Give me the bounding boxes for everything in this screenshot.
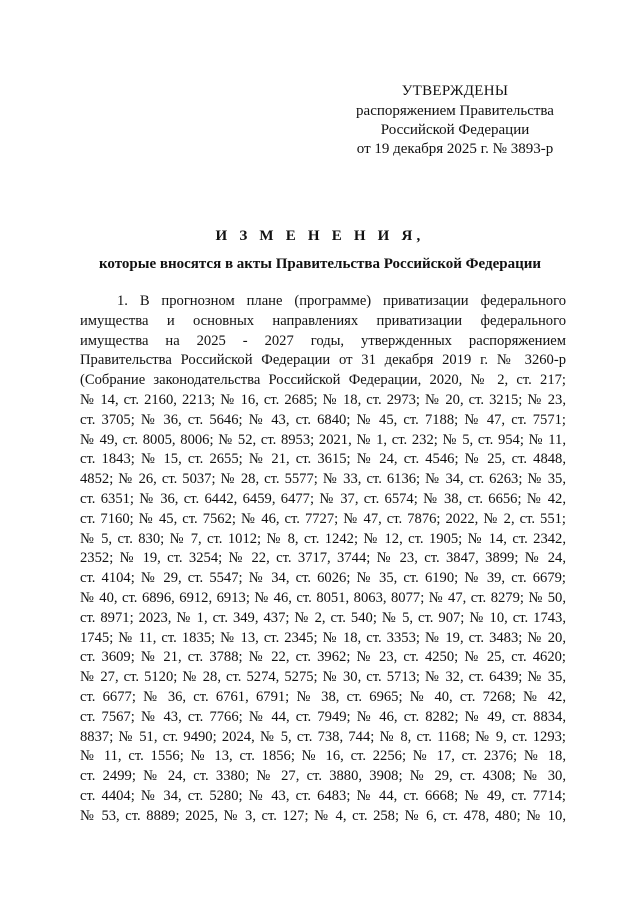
body-line: ст. 6351; № 36, ст. 6442, 6459, 6477; № 37, ст. 6574; № 38, ст. 6656; № 42, [80, 490, 566, 507]
body-line: (Собрание законодательства Российской Федерации, 2020, № 2, ст. 217; [80, 372, 566, 389]
body-line: № 14, ст. 2160, 2213; № 16, ст. 2685; № 18, ст. 2973; № 20, ст. 3215; № 23, [80, 391, 566, 408]
body-line: 8837; № 51, ст. 9490; 2024, № 5, ст. 738, 744; № 8, ст. 1168; № 9, ст. 1293; [80, 728, 566, 745]
document-title: И З М Е Н Е Н И Я, [215, 228, 425, 244]
body-line: имущества и основных направлениях приватизации федерального [80, 312, 566, 329]
body-line: № 27, ст. 5120; № 28, ст. 5274, 5275; № 30, ст. 5713; № 32, ст. 6439; № 35, [80, 669, 566, 686]
body-line: ст. 4104; № 29, ст. 5547; № 34, ст. 6026; № 35, ст. 6190; № 39, ст. 6679; [80, 570, 566, 587]
document-subtitle: которые вносятся в акты Правительства Российской Федерации [98, 256, 542, 272]
body-line: 4852; № 26, ст. 5037; № 28, ст. 5577; № 33, ст. 6136; № 34, ст. 6263; № 35, [80, 471, 566, 488]
body-line: имущества на 2025 - 2027 годы, утвержденных распоряжением [80, 332, 566, 349]
body-line: ст. 7160; № 45, ст. 7562; № 46, ст. 7727; № 47, ст. 7876; 2022, № 2, ст. 551; [80, 510, 566, 527]
body-line: 2352; № 19, ст. 3254; № 22, ст. 3717, 3744; № 23, ст. 3847, 3899; № 24, [80, 550, 566, 567]
body-line: № 5, ст. 830; № 7, ст. 1012; № 8, ст. 1242; № 12, ст. 1905; № 14, ст. 2342, [80, 530, 566, 547]
body-line: ст. 2499; № 24, ст. 3380; № 27, ст. 3880, 3908; № 29, ст. 4308; № 30, [80, 768, 566, 785]
approval-line-2: Российской Федерации [380, 122, 530, 138]
document-heading [0, 226, 640, 274]
body-line: ст. 4404; № 34, ст. 5280; № 43, ст. 6483; № 44, ст. 6668; № 49, ст. 7714; [80, 787, 566, 804]
body-line: ст. 8971; 2023, № 1, ст. 349, 437; № 2, ст. 540; № 5, ст. 907; № 10, ст. 1743, [80, 609, 566, 626]
approval-line-1: распоряжением Правительства [356, 103, 554, 119]
approval-block [340, 82, 570, 159]
approval-stamp: УТВЕРЖДЕНЫ [401, 83, 509, 99]
body-line: ст. 3609; № 21, ст. 3788; № 22, ст. 3962; № 23, ст. 4250; № 25, ст. 4620; [80, 649, 566, 666]
body-line: ст. 6677; № 36, ст. 6761, 6791; № 38, ст. 6965; № 40, ст. 7268; № 42, [80, 688, 566, 705]
body-line: № 40, ст. 6896, 6912, 6913; № 46, ст. 8051, 8063, 8077; № 47, ст. 8279; № 50, [80, 589, 566, 606]
body-line: ст. 3705; № 36, ст. 5646; № 43, ст. 6840; № 45, ст. 7188; № 47, ст. 7571; [80, 411, 566, 428]
body-line: ст. 7567; № 43, ст. 7766; № 44, ст. 7949; № 46, ст. 8282; № 49, ст. 8834, [80, 708, 566, 725]
document-body [80, 292, 566, 827]
body-line: ст. 1843; № 15, ст. 2655; № 21, ст. 3615; № 24, ст. 4546; № 25, ст. 4848, [80, 451, 566, 468]
approval-line-3: от 19 декабря 2025 г. № 3893-р [356, 141, 554, 157]
body-line: 1745; № 11, ст. 1835; № 13, ст. 2345; № 18, ст. 3353; № 19, ст. 3483; № 20, [80, 629, 566, 646]
body-line: № 49, ст. 8005, 8006; № 52, ст. 8953; 2021, № 1, ст. 232; № 5, ст. 954; № 11, [80, 431, 566, 448]
body-line: № 53, ст. 8889; 2025, № 3, ст. 127; № 4, ст. 258; № 6, ст. 478, 480; № 10, [80, 807, 566, 824]
body-line: № 11, ст. 1556; № 13, ст. 1856; № 16, ст. 2256; № 17, ст. 2376; № 18, [80, 748, 566, 765]
body-line: 1. В прогнозном плане (программе) приватизации федерального [117, 293, 566, 309]
body-line: Правительства Российской Федерации от 31 декабря 2019 г. № 3260-р [80, 352, 566, 369]
